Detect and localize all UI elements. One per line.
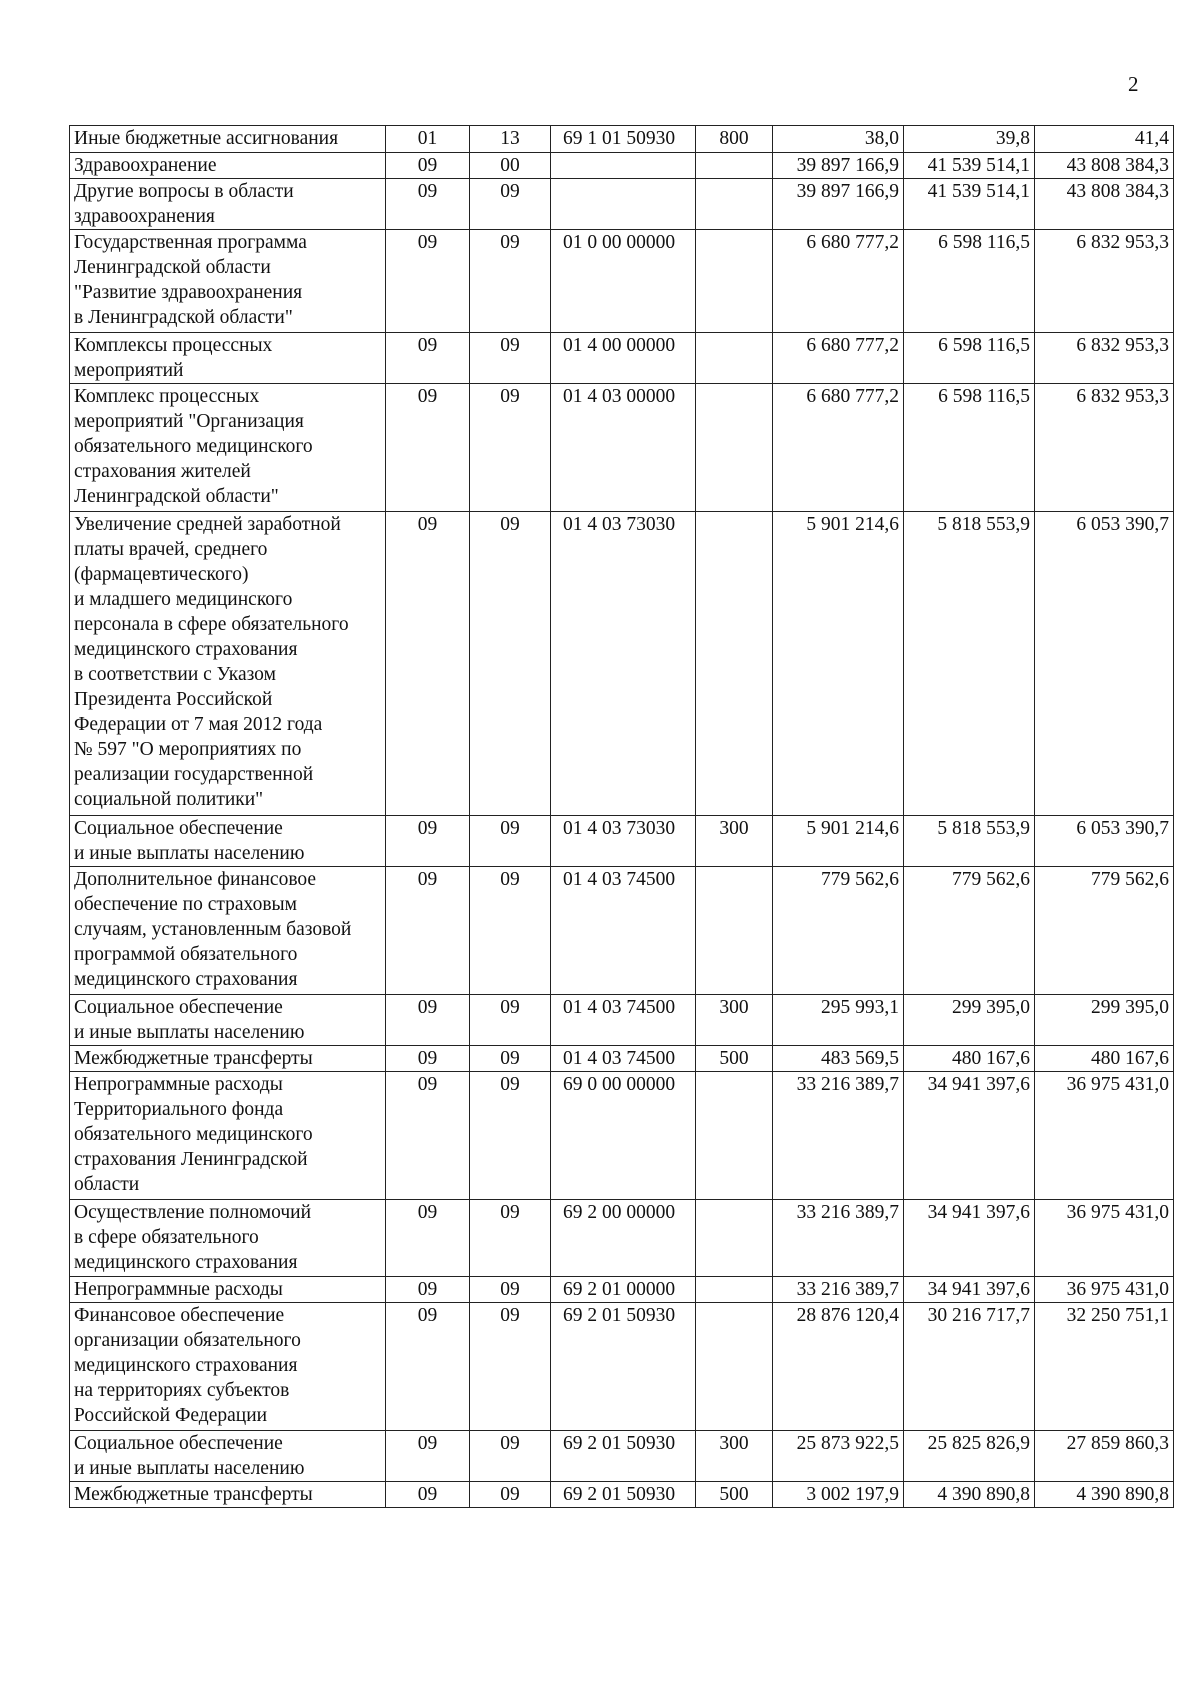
cell-name-line: мероприятий "Организация [74, 411, 304, 432]
cell-subsection: 09 [470, 1431, 551, 1482]
cell-subsection: 00 [470, 153, 551, 179]
cell-expense-type [696, 1277, 773, 1303]
cell-name-line: персонала в сфере обязательного [74, 614, 349, 635]
cell-amount-year1: 38,0 [773, 126, 904, 153]
cell-amount-year2: 41 539 514,1 [904, 153, 1035, 179]
cell-target-article: 01 4 03 73030 [551, 512, 696, 816]
cell-amount-year3: 43 808 384,3 [1035, 179, 1174, 230]
table-row [70, 333, 1174, 384]
cell-expense-type: 300 [696, 816, 773, 867]
cell-amount-year1: 25 873 922,5 [773, 1431, 904, 1482]
cell-amount-year1: 39 897 166,9 [773, 179, 904, 230]
cell-expense-type [696, 1200, 773, 1277]
cell-target-article [551, 153, 696, 179]
cell-name-line: Увеличение средней заработной [74, 514, 341, 535]
cell-amount-year2: 41 539 514,1 [904, 179, 1035, 230]
cell-name-line: Ленинградской области [74, 257, 271, 278]
cell-section: 09 [386, 1277, 470, 1303]
cell-section: 09 [386, 1046, 470, 1072]
cell-name-line: медицинского страхования [74, 969, 298, 990]
table-row [70, 153, 1174, 179]
cell-name [70, 230, 386, 333]
cell-amount-year2: 30 216 717,7 [904, 1303, 1035, 1431]
cell-name-line: медицинского страхования [74, 639, 298, 660]
cell-subsection: 09 [470, 179, 551, 230]
cell-section: 09 [386, 1072, 470, 1200]
cell-name-line: Иные бюджетные ассигнования [74, 128, 339, 149]
cell-amount-year3: 4 390 890,8 [1035, 1482, 1174, 1508]
cell-name-line: Комплексы процессных [74, 335, 273, 356]
cell-name-line: № 597 "О мероприятиях по [74, 739, 302, 760]
cell-amount-year2: 779 562,6 [904, 867, 1035, 995]
cell-name-line: страхования жителей [74, 461, 251, 482]
table-row [70, 867, 1174, 995]
table-row [70, 1046, 1174, 1072]
cell-subsection: 09 [470, 867, 551, 995]
cell-name-line: обеспечение по страховым [74, 894, 297, 915]
cell-name-line: Федерации от 7 мая 2012 года [74, 714, 323, 735]
cell-name [70, 384, 386, 512]
cell-name-line: и иные выплаты населению [74, 1022, 305, 1043]
cell-expense-type [696, 1072, 773, 1200]
cell-amount-year2: 34 941 397,6 [904, 1072, 1035, 1200]
cell-amount-year1: 295 993,1 [773, 995, 904, 1046]
budget-table [69, 125, 1174, 1508]
cell-name-line: Дополнительное финансовое [74, 869, 317, 890]
cell-amount-year3: 6 053 390,7 [1035, 816, 1174, 867]
cell-amount-year3: 6 832 953,3 [1035, 230, 1174, 333]
cell-amount-year1: 33 216 389,7 [773, 1072, 904, 1200]
table-row [70, 1200, 1174, 1277]
cell-name [70, 816, 386, 867]
cell-name [70, 995, 386, 1046]
cell-name-line: Другие вопросы в области [74, 181, 294, 202]
cell-expense-type [696, 179, 773, 230]
cell-name-line: медицинского страхования [74, 1252, 298, 1273]
cell-name-line: обязательного медицинского [74, 1124, 313, 1145]
cell-name-line: на территориях субъектов [74, 1380, 290, 1401]
table-row [70, 1277, 1174, 1303]
cell-name-line: обязательного медицинского [74, 436, 313, 457]
cell-amount-year2: 34 941 397,6 [904, 1200, 1035, 1277]
cell-expense-type [696, 333, 773, 384]
cell-subsection: 13 [470, 126, 551, 153]
cell-name [70, 333, 386, 384]
cell-section: 09 [386, 230, 470, 333]
cell-section: 09 [386, 333, 470, 384]
cell-name-line: Финансовое обеспечение [74, 1305, 285, 1326]
cell-expense-type [696, 512, 773, 816]
cell-amount-year2: 299 395,0 [904, 995, 1035, 1046]
cell-name [70, 126, 386, 153]
table-row [70, 1072, 1174, 1200]
cell-target-article: 69 2 01 50930 [551, 1482, 696, 1508]
cell-name-line: Комплекс процессных [74, 386, 260, 407]
cell-name-line: и младшего медицинского [74, 589, 293, 610]
cell-name [70, 1431, 386, 1482]
cell-target-article: 01 4 00 00000 [551, 333, 696, 384]
cell-subsection: 09 [470, 816, 551, 867]
table-row [70, 384, 1174, 512]
cell-name-line: Российской Федерации [74, 1405, 268, 1426]
cell-name-line: в соответствии с Указом [74, 664, 276, 685]
cell-name-line: Здравоохранение [74, 155, 217, 176]
cell-section: 09 [386, 867, 470, 995]
cell-expense-type: 300 [696, 995, 773, 1046]
cell-amount-year2: 34 941 397,6 [904, 1277, 1035, 1303]
table-body [70, 126, 1174, 1508]
cell-name-line: платы врачей, среднего [74, 539, 268, 560]
cell-amount-year2: 6 598 116,5 [904, 333, 1035, 384]
cell-name-line: Территориального фонда [74, 1099, 284, 1120]
cell-expense-type: 500 [696, 1482, 773, 1508]
cell-target-article: 01 4 03 00000 [551, 384, 696, 512]
cell-target-article: 69 2 01 50930 [551, 1431, 696, 1482]
cell-name-line: Президента Российской [74, 689, 273, 710]
cell-amount-year3: 43 808 384,3 [1035, 153, 1174, 179]
table-row [70, 512, 1174, 816]
cell-name-line: Социальное обеспечение [74, 997, 283, 1018]
cell-target-article: 01 0 00 00000 [551, 230, 696, 333]
cell-section: 09 [386, 153, 470, 179]
cell-amount-year2: 5 818 553,9 [904, 512, 1035, 816]
table-row [70, 126, 1174, 153]
cell-name [70, 1072, 386, 1200]
cell-section: 09 [386, 1200, 470, 1277]
cell-amount-year2: 39,8 [904, 126, 1035, 153]
cell-amount-year2: 4 390 890,8 [904, 1482, 1035, 1508]
cell-name [70, 1277, 386, 1303]
cell-amount-year1: 5 901 214,6 [773, 816, 904, 867]
cell-subsection: 09 [470, 995, 551, 1046]
cell-name-line: страхования Ленинградской [74, 1149, 308, 1170]
cell-name-line: организации обязательного [74, 1330, 301, 1351]
cell-expense-type [696, 153, 773, 179]
cell-amount-year1: 5 901 214,6 [773, 512, 904, 816]
cell-target-article: 69 2 01 50930 [551, 1303, 696, 1431]
cell-name-line: Социальное обеспечение [74, 1433, 283, 1454]
cell-amount-year3: 6 832 953,3 [1035, 333, 1174, 384]
cell-subsection: 09 [470, 333, 551, 384]
page-number: 2 [1128, 72, 1139, 96]
cell-section: 09 [386, 384, 470, 512]
cell-name-line: Непрограммные расходы [74, 1074, 283, 1095]
cell-name [70, 1046, 386, 1072]
cell-name [70, 1303, 386, 1431]
cell-amount-year3: 6 053 390,7 [1035, 512, 1174, 816]
cell-expense-type [696, 1303, 773, 1431]
cell-name-line: и иные выплаты населению [74, 843, 305, 864]
table-row [70, 1303, 1174, 1431]
cell-name-line: Социальное обеспечение [74, 818, 283, 839]
cell-amount-year3: 299 395,0 [1035, 995, 1174, 1046]
cell-name [70, 867, 386, 995]
cell-section: 09 [386, 995, 470, 1046]
cell-name-line: и иные выплаты населению [74, 1458, 305, 1479]
cell-name-line: случаям, установленным базовой [74, 919, 352, 940]
table-row [70, 995, 1174, 1046]
cell-amount-year3: 36 975 431,0 [1035, 1072, 1174, 1200]
cell-expense-type: 300 [696, 1431, 773, 1482]
cell-name-line: Межбюджетные трансферты [74, 1484, 313, 1505]
cell-amount-year3: 6 832 953,3 [1035, 384, 1174, 512]
cell-amount-year1: 6 680 777,2 [773, 333, 904, 384]
cell-amount-year3: 36 975 431,0 [1035, 1200, 1174, 1277]
cell-name-line: Непрограммные расходы [74, 1279, 283, 1300]
cell-name [70, 512, 386, 816]
cell-target-article: 69 2 00 00000 [551, 1200, 696, 1277]
cell-section: 01 [386, 126, 470, 153]
table-row [70, 1482, 1174, 1508]
cell-name-line: Межбюджетные трансферты [74, 1048, 313, 1069]
cell-amount-year1: 33 216 389,7 [773, 1200, 904, 1277]
cell-name-line: области [74, 1174, 140, 1195]
cell-amount-year1: 6 680 777,2 [773, 384, 904, 512]
cell-amount-year3: 32 250 751,1 [1035, 1303, 1174, 1431]
cell-amount-year3: 36 975 431,0 [1035, 1277, 1174, 1303]
cell-name [70, 1200, 386, 1277]
cell-section: 09 [386, 816, 470, 867]
cell-subsection: 09 [470, 1072, 551, 1200]
cell-subsection: 09 [470, 1303, 551, 1431]
cell-name-line: медицинского страхования [74, 1355, 298, 1376]
cell-amount-year2: 6 598 116,5 [904, 384, 1035, 512]
cell-expense-type: 500 [696, 1046, 773, 1072]
cell-name-line: Государственная программа [74, 232, 307, 253]
cell-section: 09 [386, 512, 470, 816]
cell-amount-year3: 41,4 [1035, 126, 1174, 153]
cell-subsection: 09 [470, 1277, 551, 1303]
cell-expense-type [696, 230, 773, 333]
cell-expense-type [696, 867, 773, 995]
cell-amount-year1: 779 562,6 [773, 867, 904, 995]
cell-target-article: 01 4 03 73030 [551, 816, 696, 867]
cell-name-line: в Ленинградской области" [74, 307, 293, 328]
cell-amount-year1: 483 569,5 [773, 1046, 904, 1072]
cell-amount-year2: 5 818 553,9 [904, 816, 1035, 867]
cell-subsection: 09 [470, 1200, 551, 1277]
cell-name-line: Ленинградской области" [74, 486, 279, 507]
cell-section: 09 [386, 1303, 470, 1431]
cell-amount-year1: 39 897 166,9 [773, 153, 904, 179]
cell-name [70, 153, 386, 179]
cell-section: 09 [386, 1431, 470, 1482]
cell-target-article: 01 4 03 74500 [551, 995, 696, 1046]
cell-subsection: 09 [470, 1482, 551, 1508]
cell-amount-year3: 480 167,6 [1035, 1046, 1174, 1072]
cell-target-article: 69 1 01 50930 [551, 126, 696, 153]
cell-name-line: Осуществление полномочий [74, 1202, 312, 1223]
table-row [70, 179, 1174, 230]
cell-amount-year1: 28 876 120,4 [773, 1303, 904, 1431]
cell-subsection: 09 [470, 384, 551, 512]
cell-target-article: 01 4 03 74500 [551, 1046, 696, 1072]
table-row [70, 816, 1174, 867]
cell-section: 09 [386, 179, 470, 230]
cell-subsection: 09 [470, 230, 551, 333]
cell-name-line: здравоохранения [74, 206, 215, 227]
cell-name-line: реализации государственной [74, 764, 314, 785]
cell-expense-type: 800 [696, 126, 773, 153]
cell-name-line: программой обязательного [74, 944, 298, 965]
cell-amount-year1: 6 680 777,2 [773, 230, 904, 333]
cell-amount-year2: 25 825 826,9 [904, 1431, 1035, 1482]
cell-amount-year3: 27 859 860,3 [1035, 1431, 1174, 1482]
cell-target-article: 01 4 03 74500 [551, 867, 696, 995]
cell-amount-year2: 6 598 116,5 [904, 230, 1035, 333]
cell-name [70, 1482, 386, 1508]
table-row [70, 230, 1174, 333]
cell-name [70, 179, 386, 230]
cell-name-line: мероприятий [74, 360, 184, 381]
cell-name-line: в сфере обязательного [74, 1227, 259, 1248]
cell-name-line: "Развитие здравоохранения [74, 282, 303, 303]
cell-name-line: социальной политики" [74, 789, 264, 810]
cell-amount-year1: 3 002 197,9 [773, 1482, 904, 1508]
cell-section: 09 [386, 1482, 470, 1508]
cell-amount-year3: 779 562,6 [1035, 867, 1174, 995]
cell-name-line: (фармацевтического) [74, 564, 249, 585]
table-row [70, 1431, 1174, 1482]
cell-subsection: 09 [470, 1046, 551, 1072]
cell-target-article [551, 179, 696, 230]
cell-amount-year2: 480 167,6 [904, 1046, 1035, 1072]
cell-subsection: 09 [470, 512, 551, 816]
cell-amount-year1: 33 216 389,7 [773, 1277, 904, 1303]
cell-expense-type [696, 384, 773, 512]
cell-target-article: 69 0 00 00000 [551, 1072, 696, 1200]
cell-target-article: 69 2 01 00000 [551, 1277, 696, 1303]
